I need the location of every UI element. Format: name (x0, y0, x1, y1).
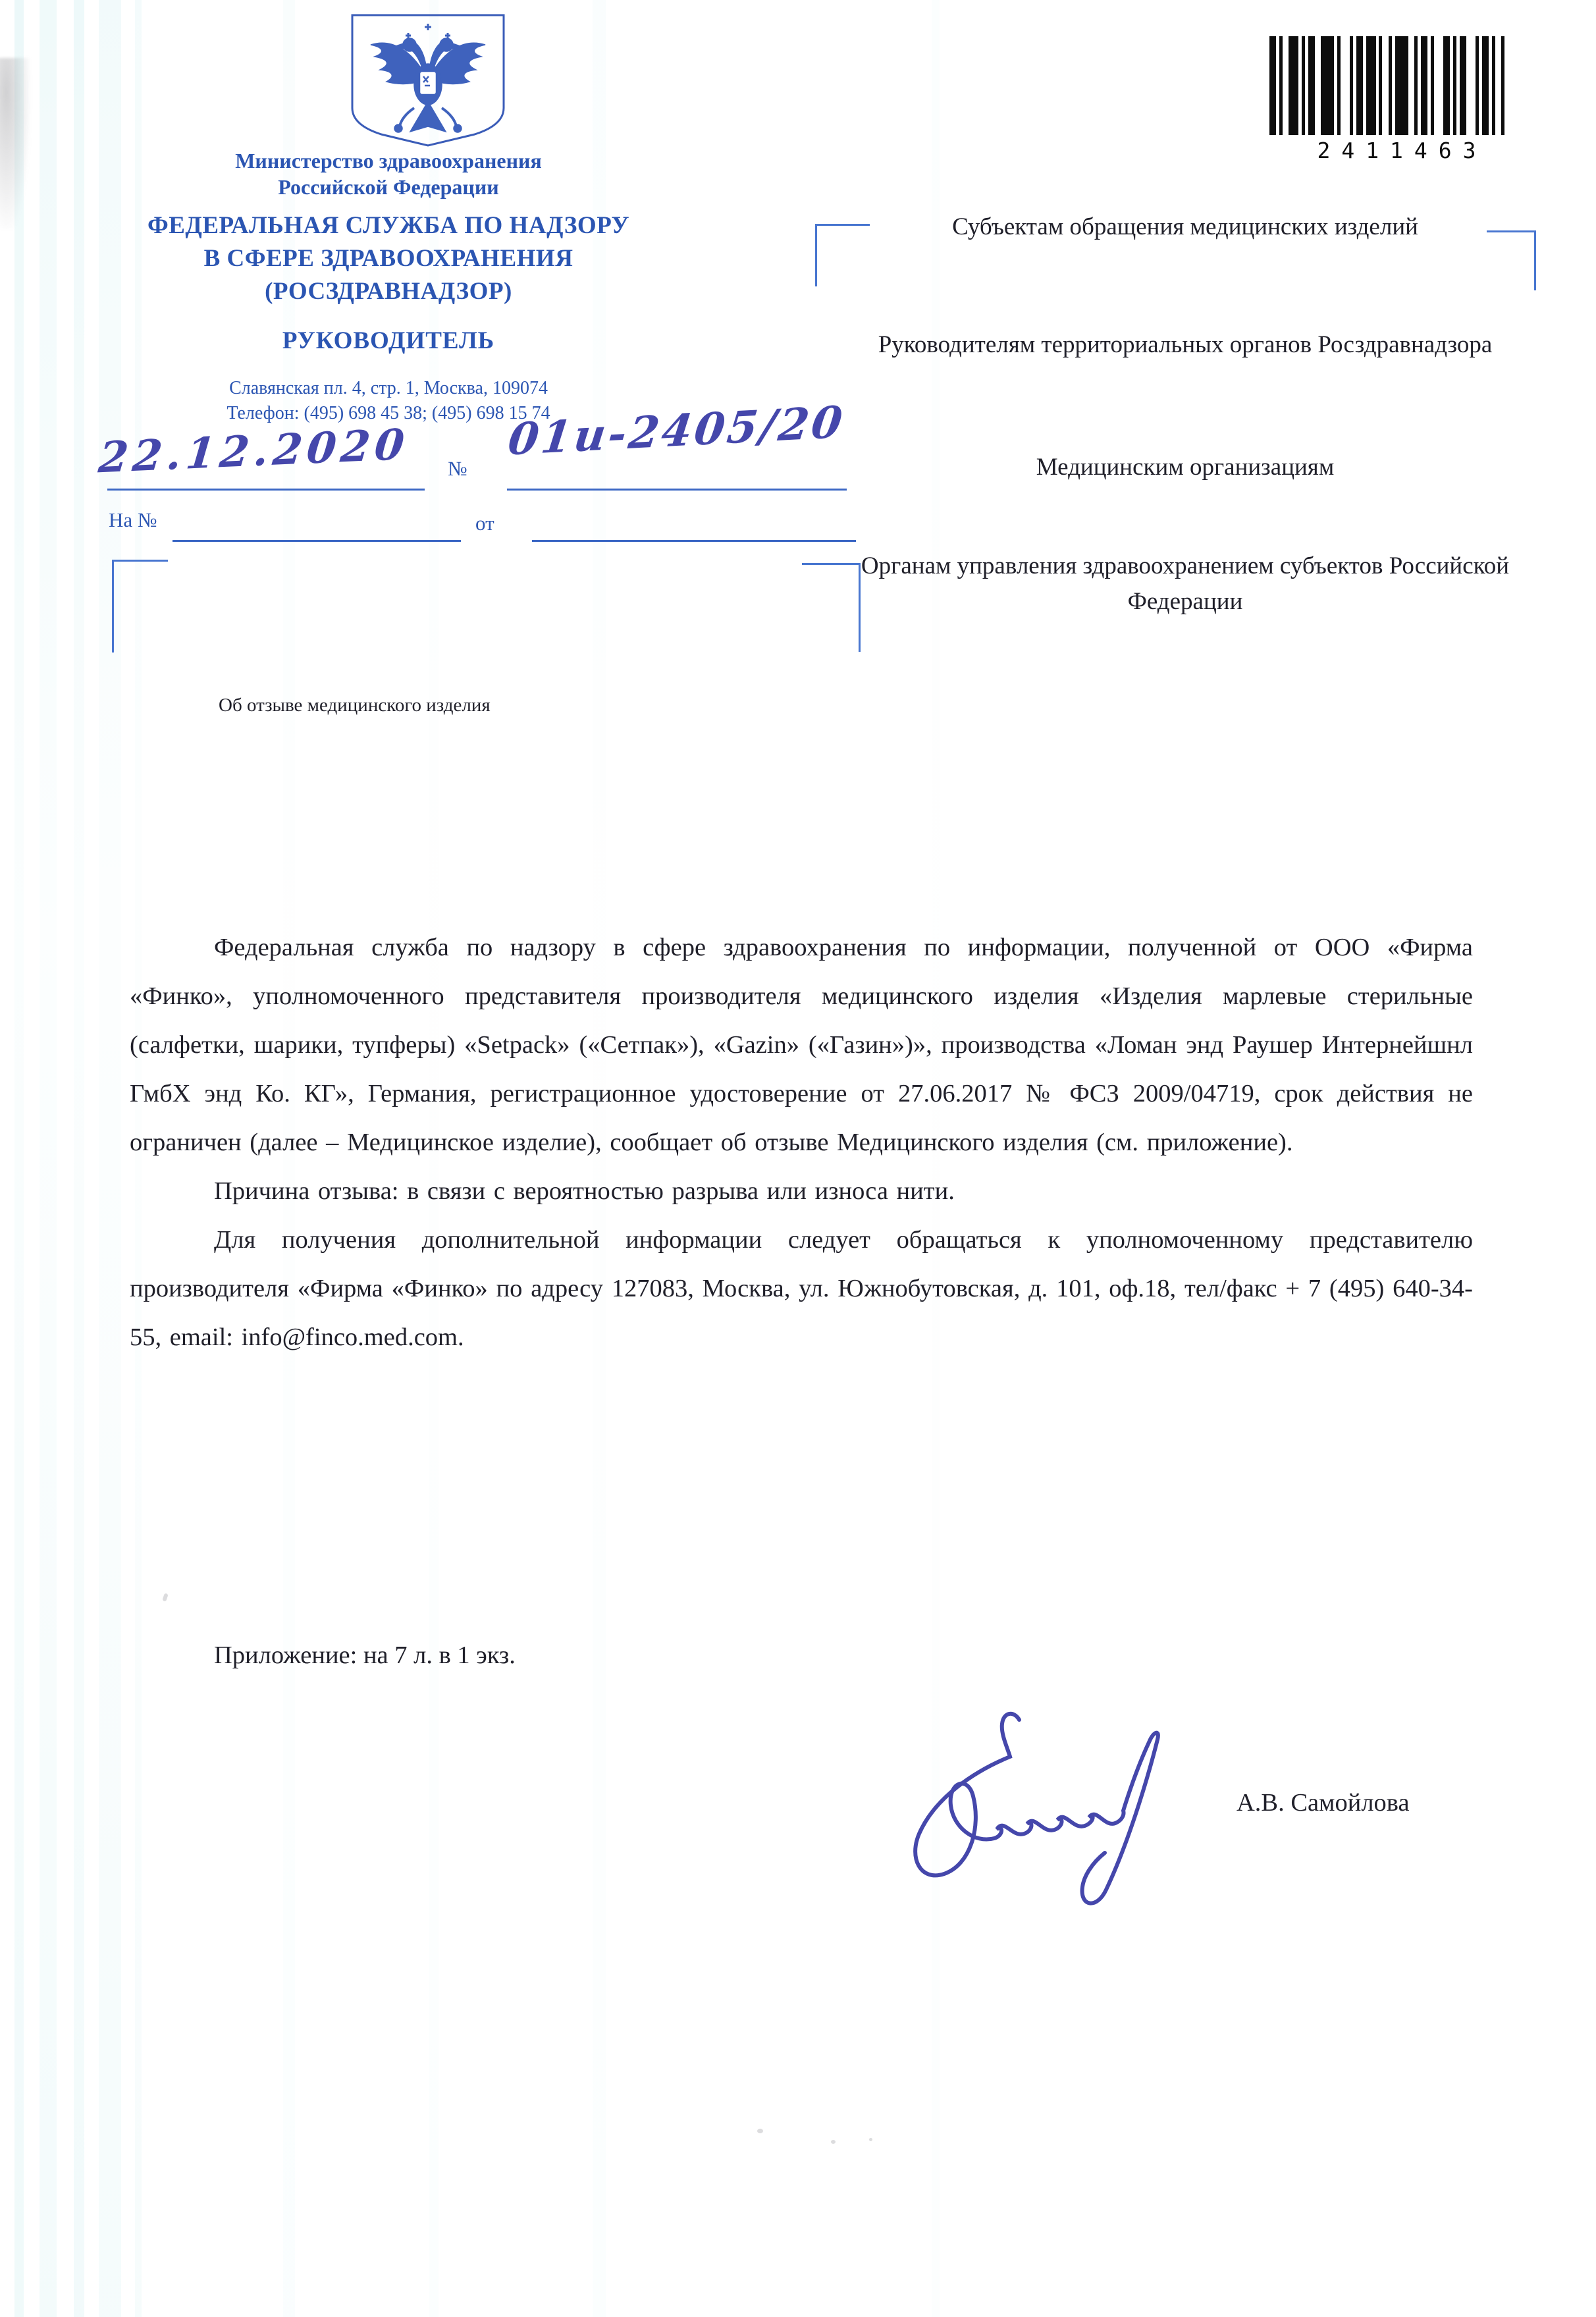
barcode-gap (1283, 36, 1289, 135)
scan-speck (831, 2140, 836, 2144)
scan-speck (869, 2138, 872, 2141)
body-paragraph: Для получения дополнительной информации следует обращаться к уполномоченному представителю производителя «Фирма «Финко» по адресу 127083, Москва, ул. Южнобутовская, д. 101, оф.18, тел/факс + 7 (495) 640-34-55, email: info@finco.med.com. (130, 1226, 1473, 1351)
addressee-territorial-heads: Руководителям территориальных органов Росздравнадзора (878, 331, 1493, 358)
letter-body (130, 923, 1473, 1362)
barcode-bar (1356, 36, 1363, 135)
scan-streak (74, 0, 84, 2317)
barcode-bar (1289, 36, 1298, 135)
handwritten-signature-icon (863, 1692, 1231, 1916)
letterhead-address: Славянская пл. 4, стр. 1, Москва, 109074 (229, 378, 548, 398)
number-sign: № (448, 457, 467, 480)
ministry-name (102, 147, 675, 200)
barcode-bar (1443, 36, 1450, 135)
barcode-bars (1269, 36, 1524, 135)
service-line-1: ФЕДЕРАЛЬНАЯ СЛУЖБА ПО НАДЗОРУ (147, 212, 630, 239)
scan-speck (162, 1593, 168, 1601)
number-underline (507, 489, 847, 491)
barcode-bar (1321, 36, 1334, 135)
handwritten-date: 22.12.2020 (96, 419, 412, 483)
scan-smudge (0, 58, 30, 229)
handwritten-number: 01и-2405/20 (505, 396, 848, 466)
body-paragraph: Причина отзыва: в связи с вероятностью разрыва или износа нити. (214, 1177, 955, 1205)
ref-from-label: от (475, 512, 494, 535)
barcode-gap (1382, 36, 1389, 135)
barcode-gap (1466, 36, 1476, 135)
barcode-bar (1366, 36, 1376, 135)
addressee-health-authorities: Органам управления здравоохранением субъектов Российской Федерации (861, 552, 1510, 615)
ref-number-label: На № (109, 508, 157, 531)
corner-mark (112, 560, 168, 652)
barcode-gap (1495, 36, 1502, 135)
addressee-subjects: Субъектам обращения медицинских изделий (952, 213, 1418, 240)
barcode-bar (1460, 36, 1466, 135)
position-title: РУКОВОДИТЕЛЬ (282, 327, 495, 354)
ministry-line-2: Российской Федерации (278, 175, 499, 199)
service-name (86, 209, 691, 308)
barcode-number: 2411463 (1317, 138, 1487, 163)
barcode-bar (1482, 36, 1489, 135)
barcode-gap (1504, 36, 1518, 135)
barcode-gap (1408, 36, 1415, 135)
date-underline (107, 489, 425, 491)
barcode-gap (1341, 36, 1350, 135)
barcode-gap (1315, 36, 1321, 135)
barcode-bar (1269, 36, 1276, 135)
attachment-note: Приложение: на 7 л. в 1 экз. (214, 1641, 516, 1669)
scan-streak (40, 0, 57, 2317)
barcode-gap (1434, 36, 1444, 135)
barcode (1269, 36, 1524, 163)
barcode-bar (1308, 36, 1315, 135)
service-line-3: (РОСЗДРАВНАДЗОР) (265, 278, 512, 305)
body-paragraph: Федеральная служба по надзору в сфере здравоохранения по информации, полученной от ООО «Фирма «Финко», уполномоченного представителя производителя медицинского изделия «Изделия марлевые стерильные (салфетки, шарики, тупферы) «Setpack» («Сетпак»), «Gazin» («Газин»)», производства «Ломан энд Раушер Интернейшнл ГмбХ энд Ко. КГ», Германия, регистрационное удостоверение от 27.06.2017 № ФСЗ 2009/04719, срок действия не ограничен (далее – Медицинское изделие), сообщает об отзыве Медицинского изделия (см. приложение). (130, 934, 1473, 1156)
ref-number-underline (173, 540, 461, 542)
ref-from-underline (532, 540, 856, 542)
addressee-medical-organizations: Медицинским организациям (1036, 454, 1335, 481)
service-line-2: В СФЕРЕ ЗДРАВООХРАНЕНИЯ (203, 245, 573, 272)
subject-line: Об отзыве медицинского изделия (219, 695, 491, 716)
letterhead-phone: Телефон: (495) 698 45 38; (495) 698 15 74 (226, 403, 550, 423)
coat-of-arms-icon (346, 11, 510, 149)
scan-speck (757, 2129, 763, 2133)
scan-streak (14, 0, 24, 2317)
signatory-name: А.В. Самойлова (1237, 1789, 1410, 1817)
barcode-bar (1395, 36, 1408, 135)
barcode-bar (1421, 36, 1427, 135)
ministry-line-1: Министерство здравоохранения (235, 149, 542, 173)
